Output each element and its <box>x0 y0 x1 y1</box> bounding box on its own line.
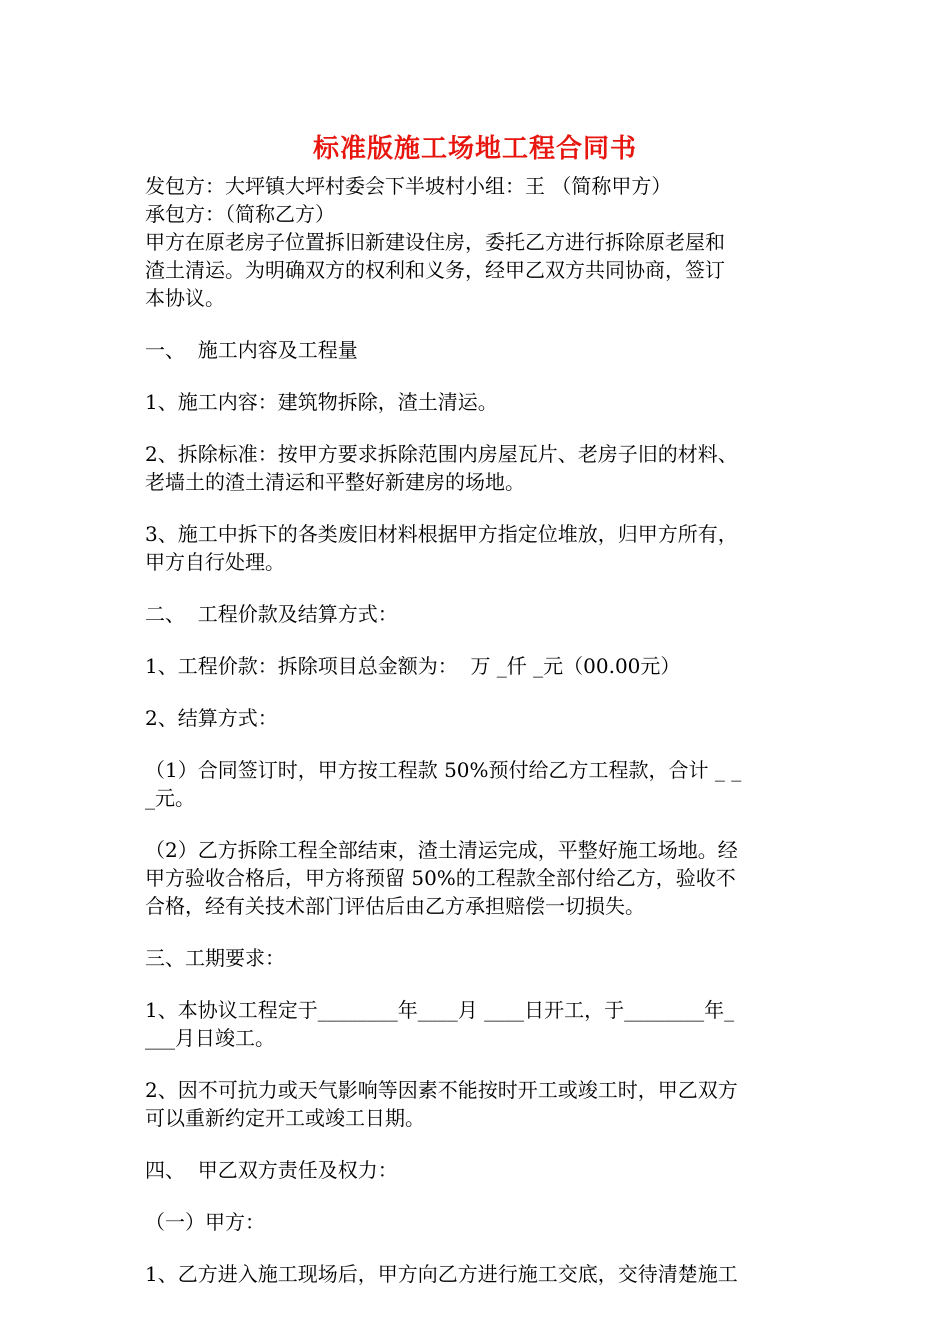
paragraph-gap <box>145 628 810 652</box>
section-heading: 三、工期要求： <box>145 946 285 970</box>
clause-line: 2、因不可抗力或天气影响等因素不能按时开工或竣工时，甲乙双方 <box>145 1078 738 1102</box>
party-a-line: 发包方：大坪镇大坪村委会下半坡村小组：王 （简称甲方） <box>145 174 672 198</box>
paragraph-gap <box>145 1236 810 1260</box>
intro-line: 甲方在原老房子位置拆旧新建设住房，委托乙方进行拆除原老屋和 <box>145 230 725 254</box>
clause-line: 老墙土的渣土清运和平整好新建房的场地。 <box>145 470 525 494</box>
paragraph-gap <box>145 972 810 996</box>
clause-line: 1、乙方进入施工现场后，甲方向乙方进行施工交底，交待清楚施工 <box>145 1262 738 1286</box>
intro-line: 渣土清运。为明确双方的权利和义务，经甲乙双方共同协商，签订 <box>145 258 725 282</box>
clause-line: 可以重新约定开工或竣工日期。 <box>145 1106 425 1130</box>
section-heading: 一、 施工内容及工程量 <box>145 338 358 362</box>
paragraph-gap <box>145 576 810 600</box>
paragraph-gap <box>145 1132 810 1156</box>
clause-line: 1、本协议工程定于________年____月 ____日开工，于________年_ <box>145 998 735 1022</box>
clause-line: 1、工程价款：拆除项目总金额为： 万 _仟 _元（00.00元） <box>145 654 681 678</box>
paragraph-gap <box>145 1184 810 1208</box>
section-heading: 四、 甲乙双方责任及权力： <box>145 1158 398 1182</box>
clause-line: 2、拆除标准：按甲方要求拆除范围内房屋瓦片、老房子旧的材料、 <box>145 442 738 466</box>
paragraph-gap <box>145 1052 810 1076</box>
clause-line: 甲方验收合格后，甲方将预留 50%的工程款全部付给乙方，验收不 <box>145 866 736 890</box>
document-title: 标准版施工场地工程合同书 <box>312 134 637 164</box>
paragraph-gap <box>145 312 810 336</box>
party-b-line: 承包方：（简称乙方） <box>145 202 335 226</box>
paragraph-gap <box>145 364 810 388</box>
paragraph-gap <box>145 680 810 704</box>
clause-line: （1）合同签订时，甲方按工程款 50%预付给乙方工程款，合计 _ _ <box>145 758 742 782</box>
intro-line: 本协议。 <box>145 286 225 310</box>
clause-line: ___月日竣工。 <box>145 1026 275 1050</box>
clause-line: 合格，经有关技术部门评估后由乙方承担赔偿一切损失。 <box>145 894 645 918</box>
clause-line: 2、结算方式： <box>145 706 278 730</box>
clause-line: 3、施工中拆下的各类废旧材料根据甲方指定位堆放，归甲方所有， <box>145 522 738 546</box>
clause-line: （2）乙方拆除工程全部结束，渣土清运完成，平整好施工场地。经 <box>145 838 738 862</box>
paragraph-gap <box>145 920 810 944</box>
clause-line: 甲方自行处理。 <box>145 550 285 574</box>
clause-line: 1、施工内容：建筑物拆除，渣土清运。 <box>145 390 498 414</box>
paragraph-gap <box>145 496 810 520</box>
section-heading: 二、 工程价款及结算方式： <box>145 602 398 626</box>
clause-line: （一）甲方： <box>145 1210 265 1234</box>
paragraph-gap <box>145 732 810 756</box>
paragraph-gap <box>145 812 810 836</box>
paragraph-gap <box>145 416 810 440</box>
clause-line: _元。 <box>145 786 195 810</box>
document-body <box>145 172 810 1288</box>
